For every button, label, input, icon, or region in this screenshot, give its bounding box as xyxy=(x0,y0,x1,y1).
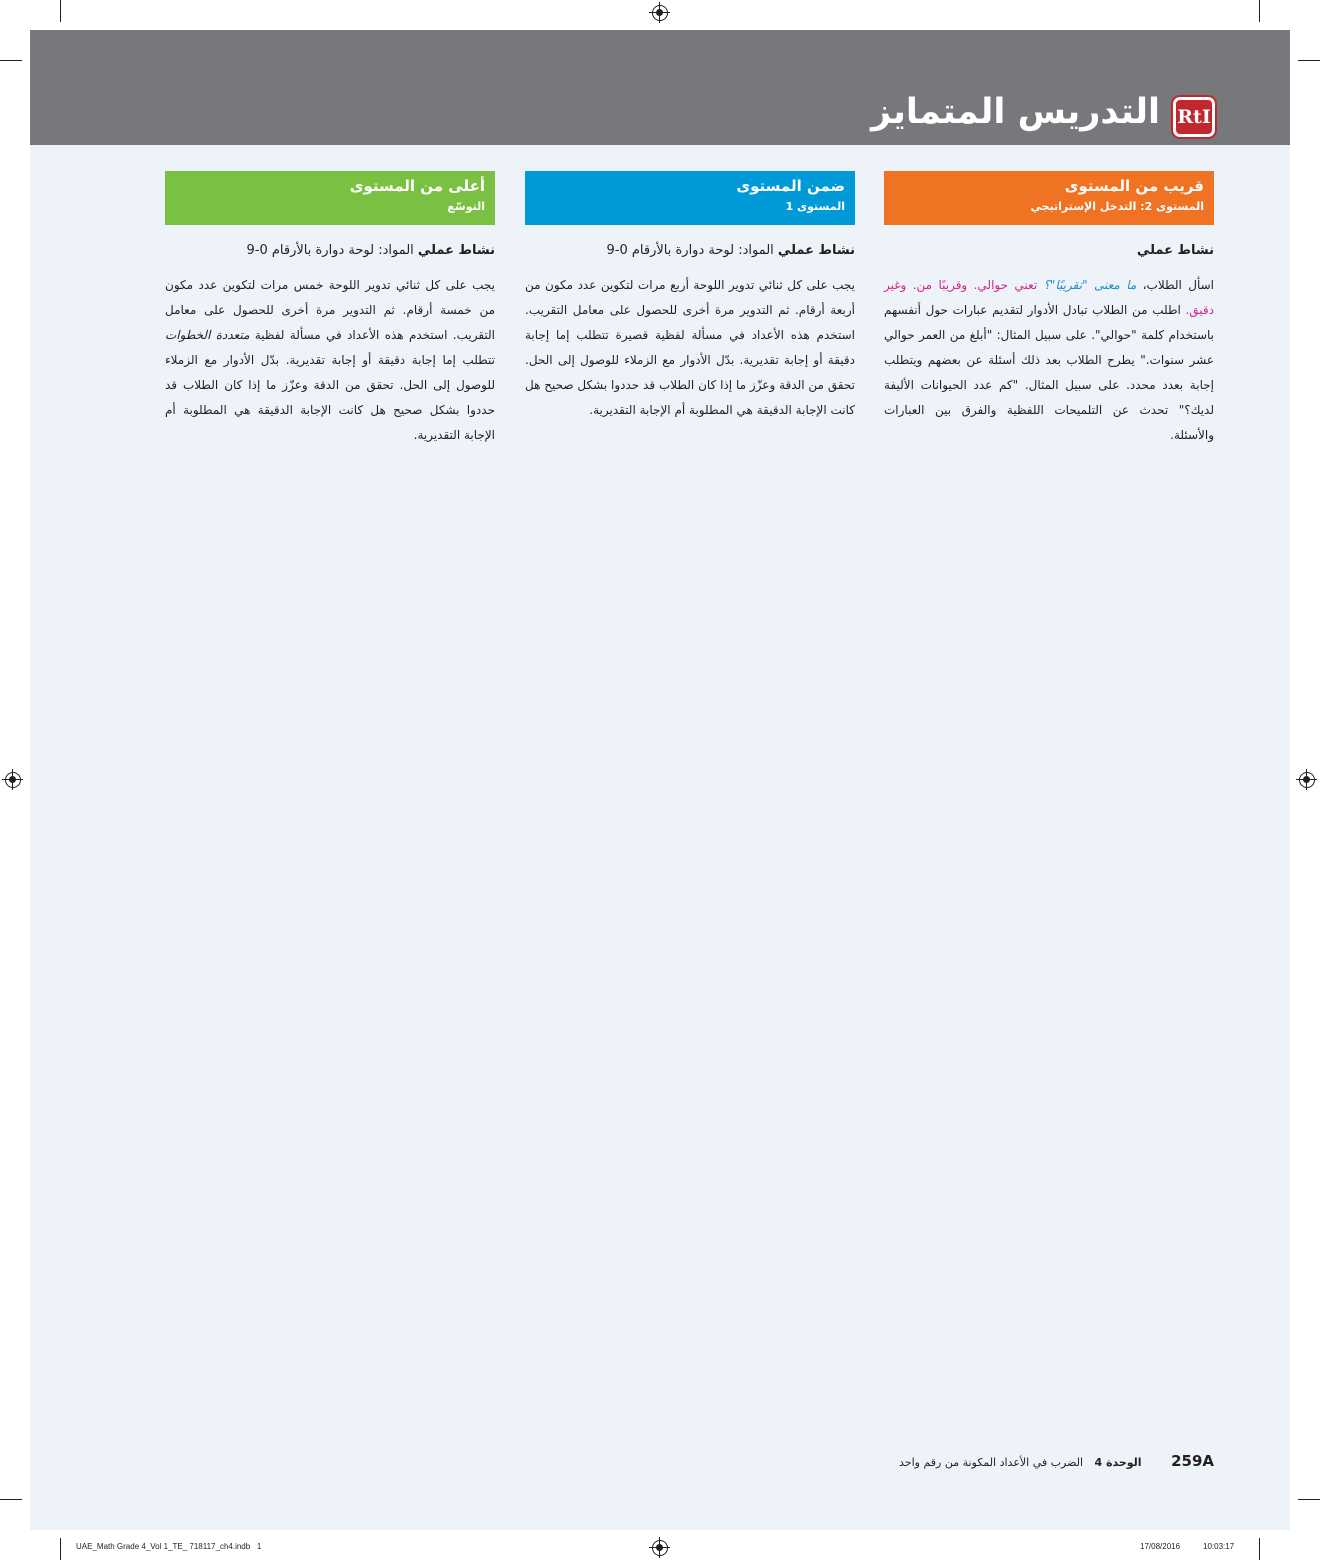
activity-line xyxy=(525,241,855,261)
crop-mark xyxy=(1259,1538,1260,1560)
page-title: التدريس المتمايز xyxy=(870,92,1160,132)
crop-mark xyxy=(1298,1499,1320,1500)
column-subheading: المستوى 2: التدخل الإستراتيجي xyxy=(1030,200,1204,213)
registration-mark-icon xyxy=(652,1540,668,1556)
crop-mark xyxy=(60,0,61,22)
column-header xyxy=(884,171,1214,225)
column-subheading: التوسّع xyxy=(447,200,485,213)
body-text-segment: اسأل الطلاب، xyxy=(1136,278,1214,292)
crop-mark xyxy=(60,1538,61,1560)
body-text-segment: تعني حوالي. وقريبًا من. وغير دقيق. xyxy=(884,278,1214,317)
body-text-segment: اطلب من الطلاب تبادل الأدوار لتقديم عبارات حول أنفسهم باستخدام كلمة "حوالي". على سبيل المثال: "أبلغ من العمر حوالي عشر سنوات." يطرح الطلاب بعد ذلك أسئلة عن بعضهم ويتطلب إجابة بعدد محدد. على سبيل المثال. "كم عدد الحيوانات الأليفة لديك؟" تحدث عن التلميحات اللفظية والفرق بين العبارات والأسئلة. xyxy=(884,303,1214,442)
body-text-segment: تتطلب إما إجابة دقيقة أو إجابة تقديرية. بدّل الأدوار مع الزملاء للوصول إلى الحل. تحقق من الدقة وعزّز ما إذا كان الطلاب قد حددوا بشكل صحيح هل كانت الإجابة الدقيقة هي المطلوبة أم الإجابة التقديرية. xyxy=(165,353,495,442)
chapter-title: الضرب في الأعداد المكونة من رقم واحد xyxy=(899,1456,1084,1469)
registration-mark-icon xyxy=(652,5,668,21)
slug-date: 17/08/2016 xyxy=(1140,1542,1181,1551)
column-heading: قريب من المستوى xyxy=(1064,177,1204,195)
slug-file: UAE_Math Grade 4_Vol 1_TE_ 718117_ch4.indb 1 xyxy=(76,1542,262,1551)
crop-mark xyxy=(0,1499,22,1500)
column-heading: أعلى من المستوى xyxy=(349,177,485,195)
body-text-segment: متعددة الخطوات xyxy=(165,328,250,342)
column-subheading: المستوى 1 xyxy=(785,200,845,213)
registration-mark-icon xyxy=(5,772,21,788)
activity-body xyxy=(165,273,495,448)
crop-mark xyxy=(0,60,22,61)
slug-time: 10:03:17 xyxy=(1203,1542,1235,1551)
column-header xyxy=(165,171,495,225)
activity-body xyxy=(525,273,855,423)
column-approaching-level xyxy=(884,171,1214,448)
crop-mark xyxy=(1298,60,1320,61)
column-beyond-level xyxy=(165,171,495,448)
registration-mark-icon xyxy=(1299,772,1315,788)
body-text-segment: يجب على كل ثنائي تدوير اللوحة خمس مرات لتكوين عدد مكون من خمسة أرقام. ثم التدوير مرة أخرى للحصول على معامل التقريب. استخدم هذه الأعداد في مسألة لفظية xyxy=(165,278,495,342)
crop-mark xyxy=(1259,0,1260,22)
activity-label: نشاط عملي xyxy=(1136,243,1214,258)
activity-body xyxy=(884,273,1214,448)
page-footer xyxy=(899,1452,1214,1470)
activity-line xyxy=(884,241,1214,261)
column-heading: ضمن المستوى xyxy=(736,177,845,195)
column-on-level xyxy=(525,171,855,423)
body-text-segment: ما معنى "تقريبًا"؟ xyxy=(1043,278,1137,292)
column-header xyxy=(525,171,855,225)
activity-materials: المواد: لوحة دوارة بالأرقام 0-9 xyxy=(246,243,418,258)
rti-badge: RtI xyxy=(1173,97,1215,137)
activity-materials: المواد: لوحة دوارة بالأرقام 0-9 xyxy=(606,243,778,258)
page-number: 259A xyxy=(1171,1452,1214,1470)
chapter-label: الوحدة 4 xyxy=(1094,1456,1142,1469)
activity-label: نشاط عملي xyxy=(417,243,495,258)
body-text-segment: يجب على كل ثنائي تدوير اللوحة أربع مرات لتكوين عدد مكون من أربعة أرقام. ثم التدوير مرة أخرى للحصول على معامل التقريب. استخدم هذه الأعداد في مسألة لفظية قصيرة تتطلب إما إجابة دقيقة أو إجابة تقديرية. بدّل الأدوار مع الزملاء للوصول إلى الحل. تحقق من الدقة وعزّز ما إذا كان الطلاب قد حددوا بشكل صحيح هل كانت الإجابة الدقيقة هي المطلوبة أم الإجابة التقديرية. xyxy=(525,278,855,417)
activity-line xyxy=(165,241,495,261)
activity-label: نشاط عملي xyxy=(777,243,855,258)
